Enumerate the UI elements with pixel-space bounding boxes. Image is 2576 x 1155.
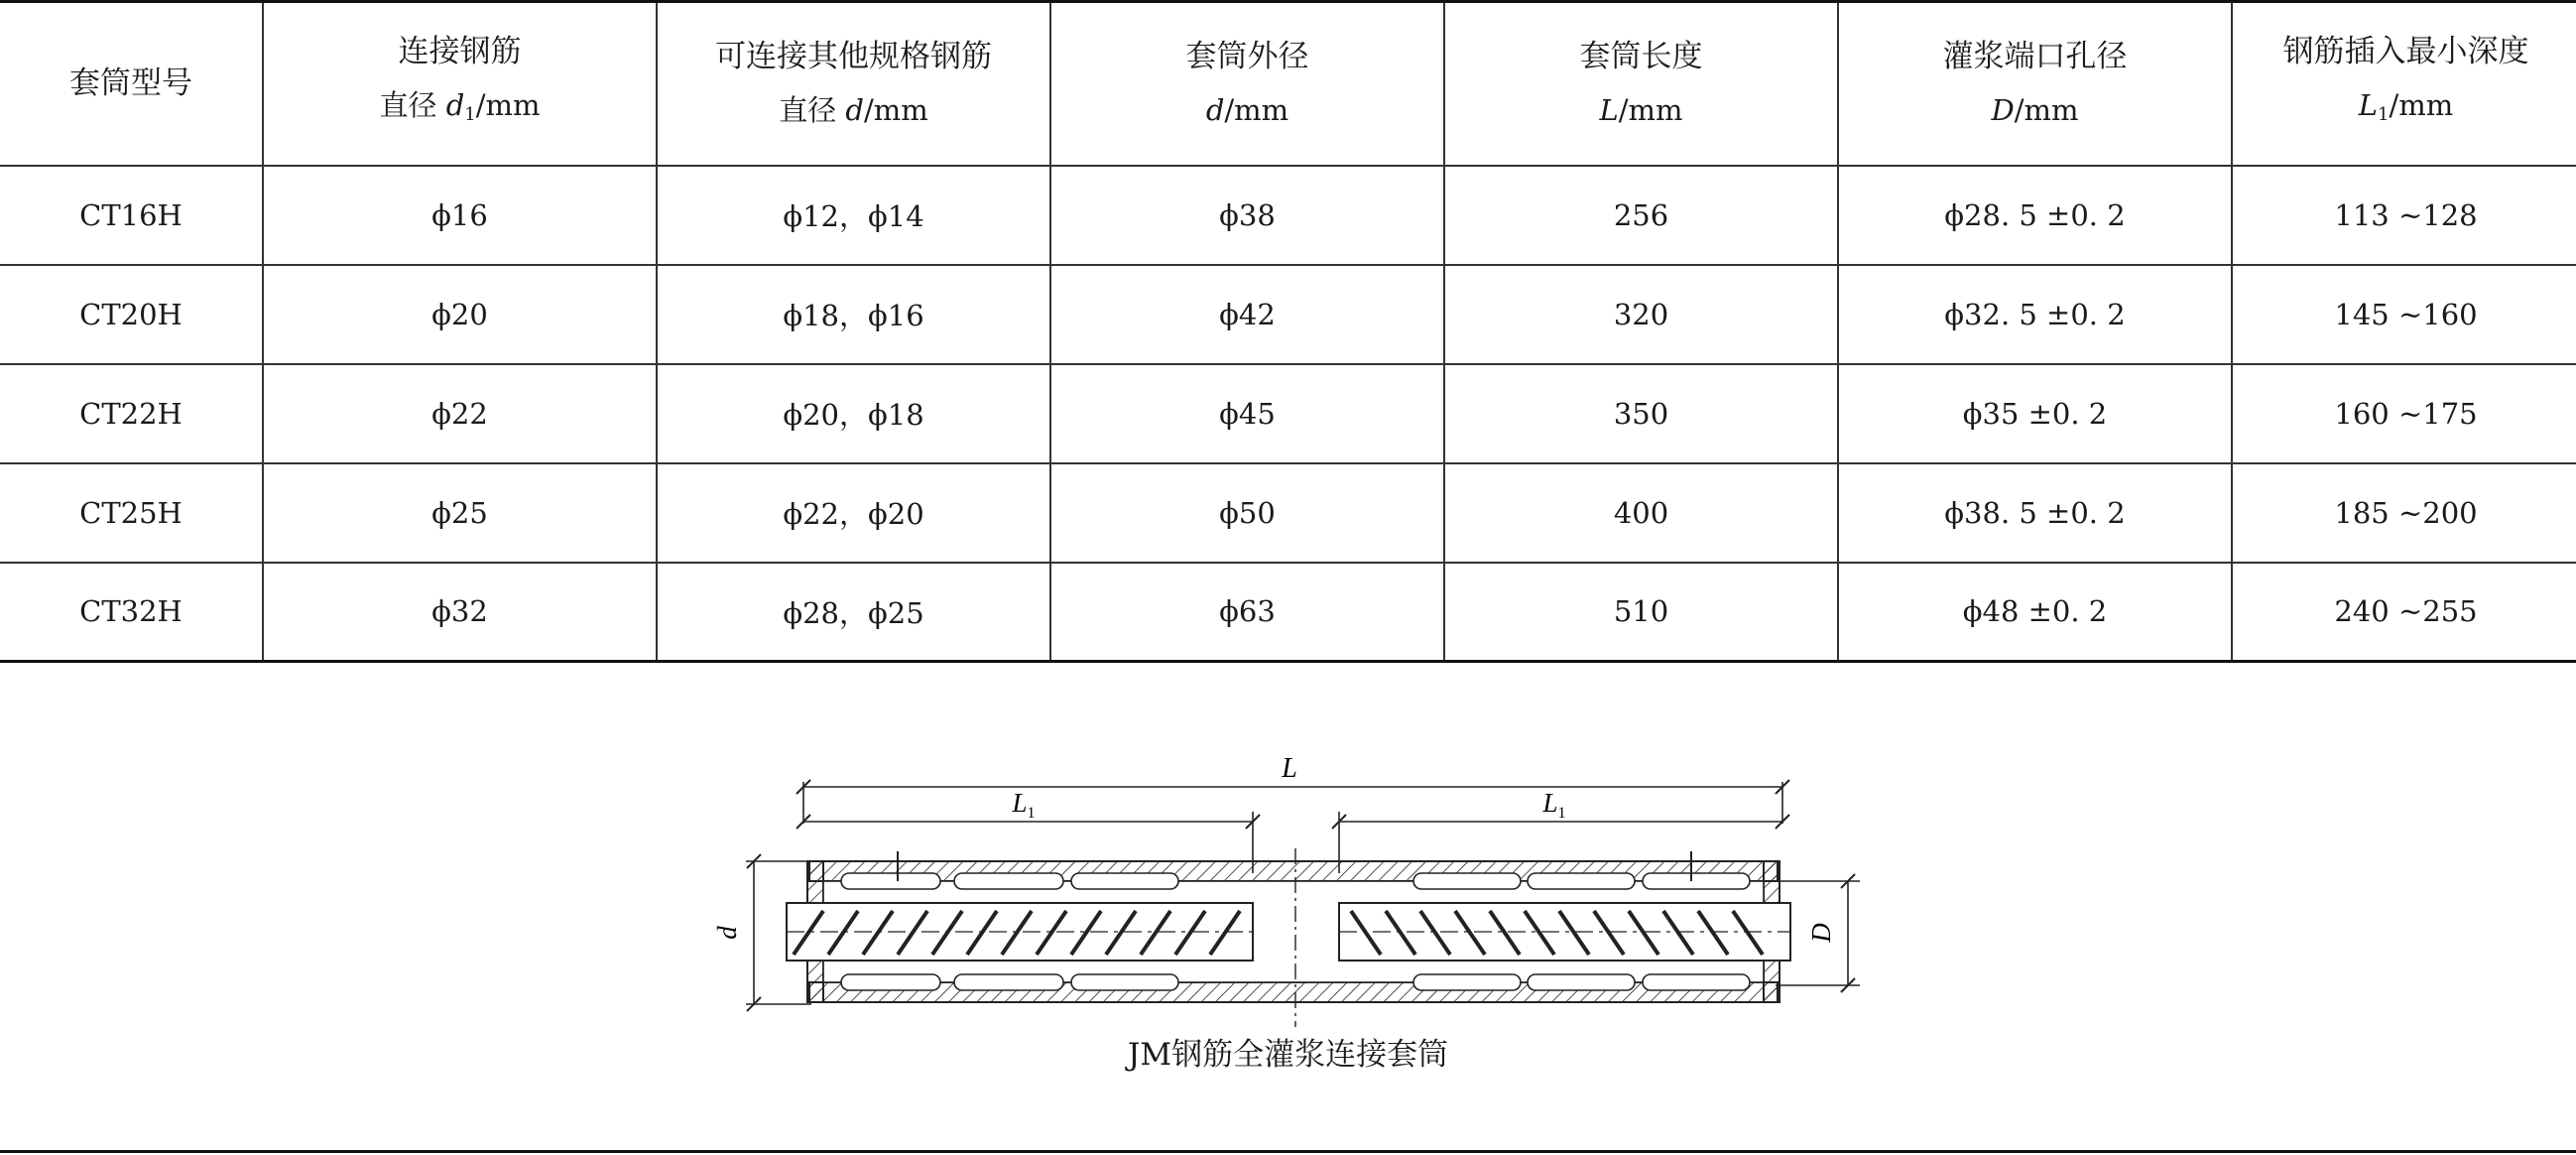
table-cell: ϕ25 [263,463,657,563]
header-bar-diameter [263,2,657,166]
header-other-bar-diameter [657,2,1050,166]
header-length [1444,2,1838,166]
bottom-rule [0,1150,2576,1153]
table-cell: ϕ22 [263,364,657,463]
label-D: D [1806,923,1836,943]
header-unit: D/mm [1991,93,2079,128]
rebar-right [1339,903,1790,961]
table-cell: CT25H [0,463,263,563]
header-label: 套筒长度 [1579,39,1703,75]
header-label: 可连接其他规格钢筋 [715,39,992,75]
header-port-diameter [1838,2,2232,166]
table-cell: 240 ~255 [2232,563,2576,662]
sleeve-drawing [694,746,1885,1074]
table-cell: CT20H [0,265,263,364]
header-unit: 直径 d/mm [779,93,928,128]
table-row [0,463,2576,563]
table-cell: CT32H [79,594,183,629]
header-unit: 直径 $d_1/mm$ [379,88,541,126]
table-cell: 185 ~200 [2232,463,2576,563]
table-cell: ϕ32 [263,563,657,662]
table-cell: 510 [1444,563,1838,662]
table-cell: ϕ63 [1050,563,1444,662]
table-row [0,364,2576,463]
table-cell: ϕ20 [263,265,657,364]
table-cell: ϕ22，ϕ20 [657,463,1050,563]
table-cell: ϕ42 [1050,265,1444,364]
table-cell: ϕ28. 5 ±0. 2 [1838,166,2232,265]
header-outer-diameter [1050,2,1444,166]
table-cell: 400 [1444,463,1838,563]
table-cell: 145 ~160 [2232,265,2576,364]
header-unit: $L_1/mm$ [2358,88,2454,126]
table-cell: 113 ~128 [2232,166,2576,265]
table-cell: CT22H [0,364,263,463]
table-cell: ϕ48 ±0. 2 [1838,563,2232,662]
header-label: 钢筋插入最小深度 [2282,34,2529,70]
header-unit: d/mm [1205,93,1289,128]
table-cell: ϕ35 ±0. 2 [1838,364,2232,463]
table-cell: ϕ16 [263,166,657,265]
table-cell: ϕ50 [1050,463,1444,563]
label-L: L [1282,753,1297,784]
rebar-left [787,903,1253,961]
header-min-insert-depth [2232,2,2576,166]
table-cell: ϕ45 [1050,364,1444,463]
table-cell: ϕ18，ϕ16 [657,265,1050,364]
header-row [0,2,2576,166]
header-label: 连接钢筋 [398,34,522,70]
dimension-L [797,753,1789,824]
header-model-label: 套筒型号 [69,65,192,102]
table-cell: ϕ20，ϕ18 [657,364,1050,463]
table-cell: ϕ38. 5 ±0. 2 [1838,463,2232,563]
table-cell: ϕ12，ϕ14 [657,166,1050,265]
table-cell: 160 ~175 [2232,364,2576,463]
header-model [0,2,263,166]
label-L1: $L_1$ [1012,788,1036,822]
label-L1: $L_1$ [1542,788,1566,822]
table-cell: 350 [1444,364,1838,463]
table-cell: ϕ28，ϕ25 [657,563,1050,662]
figure-caption: JM钢筋全灌浆连接套筒 [1127,1037,1449,1073]
table-cell: ϕ38 [1050,166,1444,265]
table-cell: ϕ32. 5 ±0. 2 [1838,265,2232,364]
table-cell: CT16H [0,166,263,265]
table-row [0,166,2576,265]
table-cell: 256 [1444,166,1838,265]
header-label: 套筒外径 [1185,39,1309,75]
table-row [0,265,2576,364]
header-label: 灌浆端口孔径 [1942,39,2128,75]
header-unit: L/mm [1599,93,1683,128]
label-d: d [712,926,742,940]
table-row [0,563,2576,662]
table-cell: 320 [1444,265,1838,364]
